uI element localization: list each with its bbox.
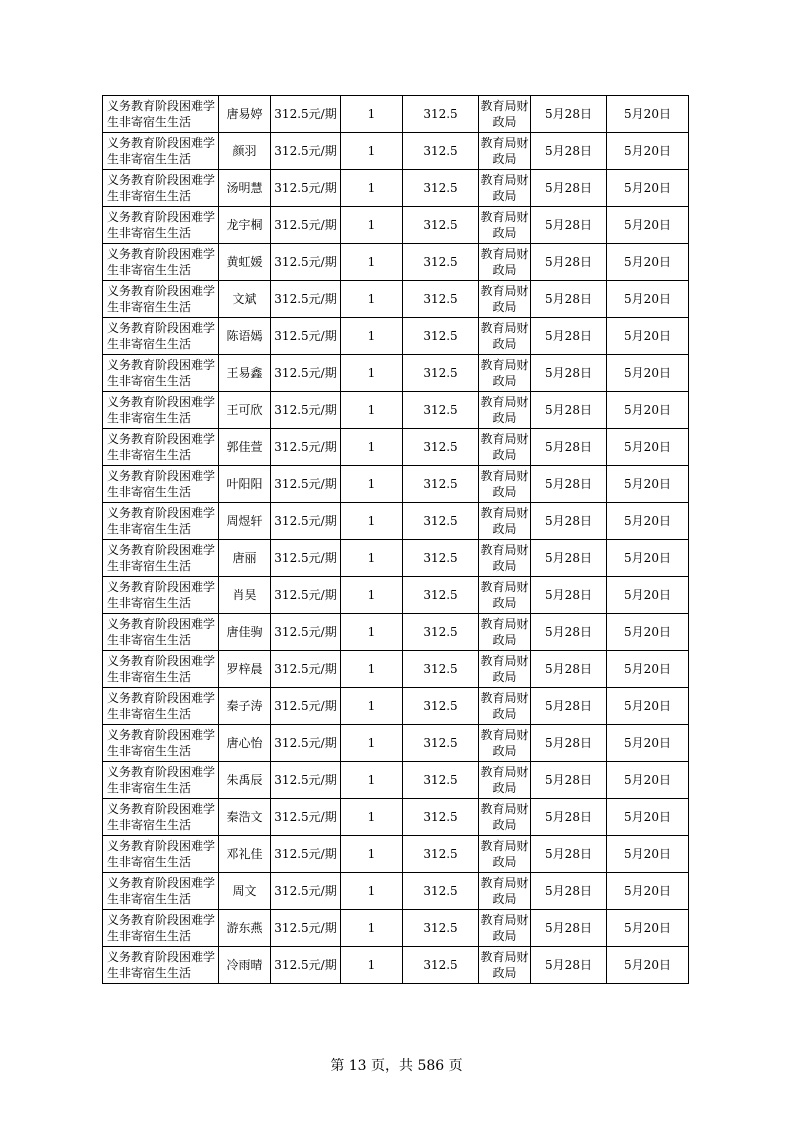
cell-date-1: 5月28日 [531,577,607,614]
cell-name: 汤明慧 [219,170,271,207]
cell-date-2: 5月20日 [607,799,689,836]
cell-quantity: 1 [341,762,403,799]
cell-project: 义务教育阶段困难学生非寄宿生生活 [103,836,219,873]
cell-department: 教育局财政局 [479,836,531,873]
cell-date-2: 5月20日 [607,910,689,947]
cell-department: 教育局财政局 [479,318,531,355]
cell-quantity: 1 [341,503,403,540]
cell-date-2: 5月20日 [607,318,689,355]
cell-amount: 312.5 [403,651,479,688]
cell-name: 唐佳驹 [219,614,271,651]
cell-name: 游东燕 [219,910,271,947]
cell-department: 教育局财政局 [479,207,531,244]
cell-amount: 312.5 [403,910,479,947]
cell-project: 义务教育阶段困难学生非寄宿生生活 [103,651,219,688]
cell-date-2: 5月20日 [607,947,689,984]
cell-date-2: 5月20日 [607,688,689,725]
cell-name: 龙宇桐 [219,207,271,244]
cell-standard: 312.5元/期 [271,910,341,947]
cell-quantity: 1 [341,651,403,688]
table-row [103,651,689,688]
cell-project: 义务教育阶段困难学生非寄宿生生活 [103,614,219,651]
cell-quantity: 1 [341,836,403,873]
cell-date-2: 5月20日 [607,540,689,577]
cell-name: 颜羽 [219,133,271,170]
records-table [102,95,689,984]
table-row [103,355,689,392]
cell-project: 义务教育阶段困难学生非寄宿生生活 [103,910,219,947]
cell-quantity: 1 [341,170,403,207]
cell-date-1: 5月28日 [531,762,607,799]
table-row [103,170,689,207]
cell-amount: 312.5 [403,836,479,873]
cell-quantity: 1 [341,873,403,910]
cell-date-1: 5月28日 [531,133,607,170]
cell-department: 教育局财政局 [479,947,531,984]
cell-project: 义务教育阶段困难学生非寄宿生生活 [103,799,219,836]
cell-quantity: 1 [341,96,403,133]
cell-project: 义务教育阶段困难学生非寄宿生生活 [103,170,219,207]
table-row [103,540,689,577]
cell-project: 义务教育阶段困难学生非寄宿生生活 [103,540,219,577]
cell-amount: 312.5 [403,170,479,207]
cell-date-1: 5月28日 [531,540,607,577]
cell-quantity: 1 [341,725,403,762]
cell-amount: 312.5 [403,688,479,725]
cell-date-1: 5月28日 [531,725,607,762]
cell-standard: 312.5元/期 [271,873,341,910]
cell-department: 教育局财政局 [479,799,531,836]
cell-standard: 312.5元/期 [271,133,341,170]
cell-quantity: 1 [341,244,403,281]
cell-date-2: 5月20日 [607,244,689,281]
cell-date-2: 5月20日 [607,873,689,910]
cell-name: 唐丽 [219,540,271,577]
cell-project: 义务教育阶段困难学生非寄宿生生活 [103,281,219,318]
cell-date-1: 5月28日 [531,947,607,984]
cell-standard: 312.5元/期 [271,540,341,577]
cell-amount: 312.5 [403,947,479,984]
cell-project: 义务教育阶段困难学生非寄宿生生活 [103,355,219,392]
cell-date-2: 5月20日 [607,170,689,207]
cell-date-2: 5月20日 [607,836,689,873]
cell-department: 教育局财政局 [479,762,531,799]
cell-department: 教育局财政局 [479,355,531,392]
cell-project: 义务教育阶段困难学生非寄宿生生活 [103,577,219,614]
cell-standard: 312.5元/期 [271,429,341,466]
cell-department: 教育局财政局 [479,651,531,688]
cell-department: 教育局财政局 [479,688,531,725]
cell-standard: 312.5元/期 [271,725,341,762]
cell-date-1: 5月28日 [531,466,607,503]
table-row [103,762,689,799]
page-footer: 第 13 页，共 586 页 [330,1058,463,1074]
cell-quantity: 1 [341,429,403,466]
cell-department: 教育局财政局 [479,281,531,318]
cell-project: 义务教育阶段困难学生非寄宿生生活 [103,466,219,503]
cell-project: 义务教育阶段困难学生非寄宿生生活 [103,503,219,540]
cell-quantity: 1 [341,318,403,355]
cell-project: 义务教育阶段困难学生非寄宿生生活 [103,207,219,244]
cell-date-1: 5月28日 [531,392,607,429]
table-row [103,429,689,466]
cell-project: 义务教育阶段困难学生非寄宿生生活 [103,244,219,281]
cell-quantity: 1 [341,392,403,429]
cell-amount: 312.5 [403,577,479,614]
cell-quantity: 1 [341,281,403,318]
cell-department: 教育局财政局 [479,725,531,762]
cell-quantity: 1 [341,799,403,836]
cell-date-1: 5月28日 [531,244,607,281]
cell-amount: 312.5 [403,133,479,170]
cell-standard: 312.5元/期 [271,466,341,503]
cell-amount: 312.5 [403,725,479,762]
cell-date-1: 5月28日 [531,651,607,688]
cell-department: 教育局财政局 [479,466,531,503]
table-row [103,947,689,984]
cell-amount: 312.5 [403,873,479,910]
cell-date-1: 5月28日 [531,170,607,207]
cell-date-2: 5月20日 [607,133,689,170]
cell-amount: 312.5 [403,318,479,355]
cell-department: 教育局财政局 [479,392,531,429]
cell-date-2: 5月20日 [607,96,689,133]
cell-project: 义务教育阶段困难学生非寄宿生生活 [103,133,219,170]
cell-department: 教育局财政局 [479,873,531,910]
cell-amount: 312.5 [403,429,479,466]
cell-standard: 312.5元/期 [271,947,341,984]
cell-quantity: 1 [341,355,403,392]
table-row [103,614,689,651]
cell-department: 教育局财政局 [479,503,531,540]
cell-date-2: 5月20日 [607,207,689,244]
cell-date-1: 5月28日 [531,836,607,873]
cell-department: 教育局财政局 [479,614,531,651]
table-row [103,96,689,133]
cell-amount: 312.5 [403,503,479,540]
cell-date-2: 5月20日 [607,355,689,392]
cell-quantity: 1 [341,133,403,170]
table-row [103,873,689,910]
cell-quantity: 1 [341,910,403,947]
cell-standard: 312.5元/期 [271,577,341,614]
cell-project: 义务教育阶段困难学生非寄宿生生活 [103,762,219,799]
cell-name: 冷雨晴 [219,947,271,984]
cell-quantity: 1 [341,207,403,244]
cell-date-2: 5月20日 [607,392,689,429]
cell-quantity: 1 [341,947,403,984]
cell-name: 王易鑫 [219,355,271,392]
cell-name: 文斌 [219,281,271,318]
cell-date-2: 5月20日 [607,429,689,466]
cell-date-1: 5月28日 [531,355,607,392]
cell-amount: 312.5 [403,392,479,429]
cell-name: 王可欣 [219,392,271,429]
cell-name: 陈语嫣 [219,318,271,355]
cell-amount: 312.5 [403,281,479,318]
cell-department: 教育局财政局 [479,170,531,207]
cell-date-2: 5月20日 [607,577,689,614]
cell-date-2: 5月20日 [607,762,689,799]
cell-amount: 312.5 [403,244,479,281]
cell-date-1: 5月28日 [531,688,607,725]
table-row [103,503,689,540]
cell-name: 肖昊 [219,577,271,614]
cell-standard: 312.5元/期 [271,170,341,207]
cell-date-2: 5月20日 [607,503,689,540]
cell-standard: 312.5元/期 [271,96,341,133]
cell-name: 郭佳萱 [219,429,271,466]
cell-project: 义务教育阶段困难学生非寄宿生生活 [103,96,219,133]
cell-standard: 312.5元/期 [271,762,341,799]
records-table-body [103,96,689,984]
cell-name: 罗梓晨 [219,651,271,688]
table-row [103,725,689,762]
cell-name: 唐易婷 [219,96,271,133]
cell-date-2: 5月20日 [607,725,689,762]
cell-amount: 312.5 [403,799,479,836]
cell-standard: 312.5元/期 [271,688,341,725]
table-row [103,466,689,503]
cell-amount: 312.5 [403,96,479,133]
table-row [103,688,689,725]
cell-project: 义务教育阶段困难学生非寄宿生生活 [103,392,219,429]
cell-date-1: 5月28日 [531,910,607,947]
cell-amount: 312.5 [403,466,479,503]
table-row [103,318,689,355]
cell-department: 教育局财政局 [479,910,531,947]
cell-standard: 312.5元/期 [271,799,341,836]
cell-date-1: 5月28日 [531,281,607,318]
table-row [103,392,689,429]
cell-standard: 312.5元/期 [271,281,341,318]
cell-date-2: 5月20日 [607,466,689,503]
cell-name: 黄虹媛 [219,244,271,281]
cell-date-2: 5月20日 [607,614,689,651]
cell-quantity: 1 [341,614,403,651]
cell-department: 教育局财政局 [479,244,531,281]
cell-name: 唐心怡 [219,725,271,762]
cell-standard: 312.5元/期 [271,355,341,392]
table-row [103,133,689,170]
cell-standard: 312.5元/期 [271,503,341,540]
cell-standard: 312.5元/期 [271,651,341,688]
cell-amount: 312.5 [403,355,479,392]
cell-standard: 312.5元/期 [271,318,341,355]
cell-date-2: 5月20日 [607,281,689,318]
cell-date-1: 5月28日 [531,503,607,540]
cell-quantity: 1 [341,688,403,725]
cell-department: 教育局财政局 [479,96,531,133]
cell-standard: 312.5元/期 [271,207,341,244]
cell-amount: 312.5 [403,762,479,799]
cell-department: 教育局财政局 [479,540,531,577]
cell-date-1: 5月28日 [531,96,607,133]
cell-department: 教育局财政局 [479,429,531,466]
cell-name: 邓礼佳 [219,836,271,873]
cell-date-1: 5月28日 [531,318,607,355]
cell-name: 朱禹辰 [219,762,271,799]
cell-standard: 312.5元/期 [271,392,341,429]
table-row [103,836,689,873]
cell-date-1: 5月28日 [531,207,607,244]
cell-amount: 312.5 [403,614,479,651]
cell-date-1: 5月28日 [531,799,607,836]
cell-name: 秦浩文 [219,799,271,836]
cell-quantity: 1 [341,577,403,614]
table-row [103,244,689,281]
cell-standard: 312.5元/期 [271,614,341,651]
cell-name: 秦子涛 [219,688,271,725]
cell-project: 义务教育阶段困难学生非寄宿生生活 [103,429,219,466]
cell-name: 叶阳阳 [219,466,271,503]
cell-date-1: 5月28日 [531,429,607,466]
cell-quantity: 1 [341,466,403,503]
cell-name: 周文 [219,873,271,910]
cell-name: 周煜轩 [219,503,271,540]
cell-date-2: 5月20日 [607,651,689,688]
table-row [103,577,689,614]
cell-amount: 312.5 [403,540,479,577]
cell-date-1: 5月28日 [531,614,607,651]
cell-project: 义务教育阶段困难学生非寄宿生生活 [103,725,219,762]
cell-quantity: 1 [341,540,403,577]
cell-date-1: 5月28日 [531,873,607,910]
cell-amount: 312.5 [403,207,479,244]
cell-project: 义务教育阶段困难学生非寄宿生生活 [103,873,219,910]
table-row [103,799,689,836]
cell-project: 义务教育阶段困难学生非寄宿生生活 [103,947,219,984]
table-row [103,207,689,244]
table-row [103,281,689,318]
cell-department: 教育局财政局 [479,577,531,614]
cell-standard: 312.5元/期 [271,836,341,873]
cell-standard: 312.5元/期 [271,244,341,281]
table-row [103,910,689,947]
cell-project: 义务教育阶段困难学生非寄宿生生活 [103,318,219,355]
cell-project: 义务教育阶段困难学生非寄宿生生活 [103,688,219,725]
cell-department: 教育局财政局 [479,133,531,170]
